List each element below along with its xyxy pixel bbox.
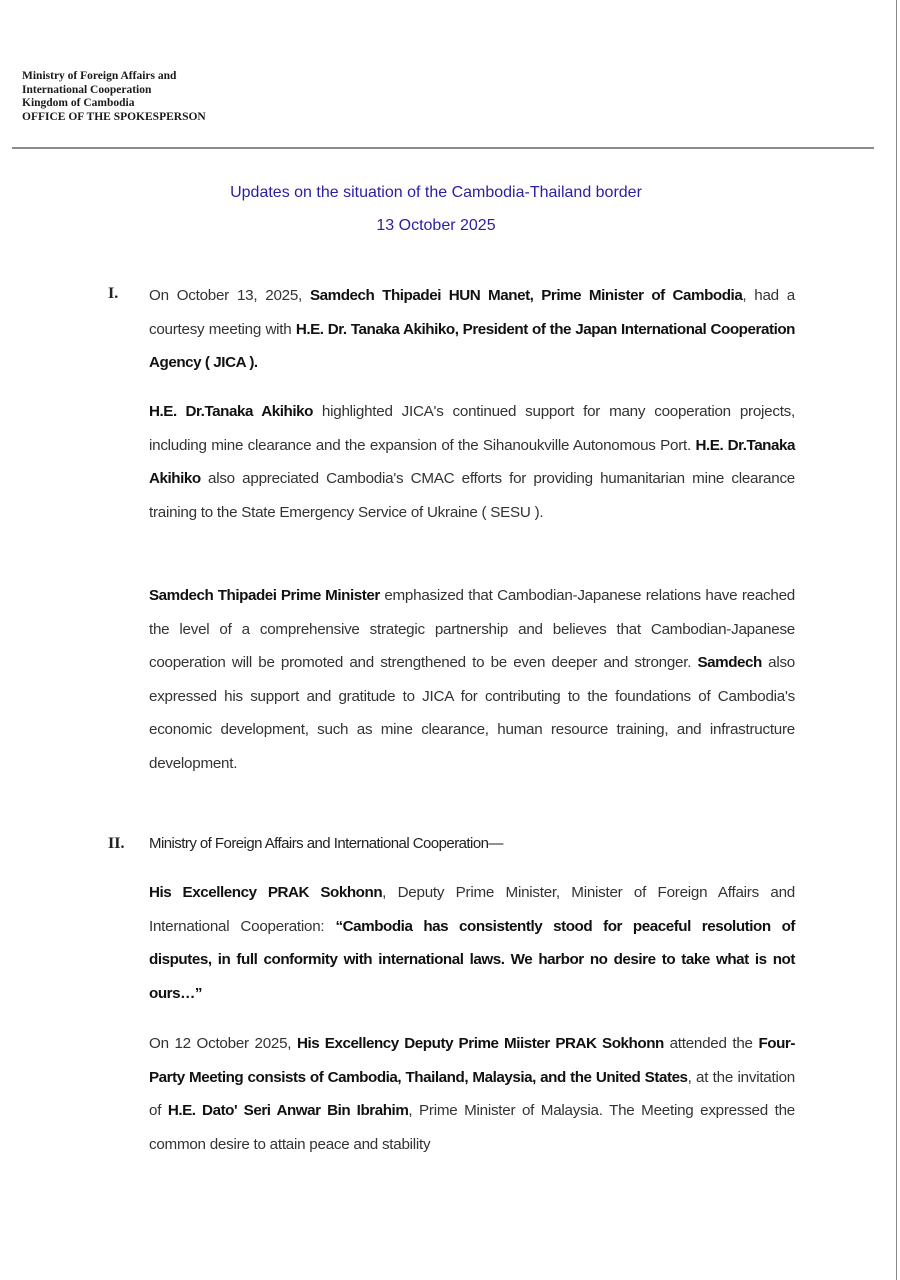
body-text: On October 13, 2025, <box>149 287 310 304</box>
letterhead-office: OFFICE OF THE SPOKESPERSON <box>22 110 206 123</box>
emphasis-text: His Excellency Deputy Prime Miister PRAK Sokhonn <box>296 1035 664 1052</box>
emphasis-text: H.E. Dr.Tanaka Akihiko <box>149 403 313 420</box>
emphasis-text: His Excellency PRAK Sokhonn <box>149 884 383 901</box>
paragraph <box>149 876 795 1010</box>
emphasis-text: H.E. Dr.Tanaka Akihiko <box>149 436 796 487</box>
page-edge-line <box>896 0 897 1280</box>
section-numeral: I. <box>108 285 119 302</box>
title-date: 13 October 2025 <box>376 217 496 234</box>
paragraph <box>149 579 795 780</box>
emphasis-text: Samdech <box>697 654 762 671</box>
header-divider <box>12 147 874 149</box>
paragraph <box>149 395 795 529</box>
letterhead-kingdom: Kingdom of Cambodia <box>22 97 135 110</box>
letterhead-cooperation: International Cooperation <box>22 83 152 96</box>
body-text: attended the <box>663 1035 759 1052</box>
paragraph <box>149 279 795 380</box>
section-heading: Ministry of Foreign Affairs and International Cooperation— <box>149 835 503 852</box>
body-text: , had a courtesy meeting with <box>149 287 796 338</box>
letterhead-ministry: Ministry of Foreign Affairs and <box>22 70 177 82</box>
body-text: highlighted JICA's continued support for many cooperation projects, including mine clearance and the expansion of the Sihanoukville Autonomous Port. <box>149 403 795 454</box>
emphasis-text: Samdech Thipadei HUN Manet, Prime Minister of Cambodia <box>310 287 743 304</box>
body-text: emphasized that Cambodian-Japanese relations have reached the level of a comprehensive strategic partnership and believes that Cambodian-Japanese cooperation will be promoted and strengthened to be even deeper and stronger. <box>149 587 795 671</box>
body-text: also appreciated Cambodia's CMAC efforts for providing humanitarian mine clearance training to the State Emergency Service of Ukraine ( SESU ). <box>149 470 795 521</box>
body-text: , Deputy Prime Minister, Minister of Foreign Affairs and International Cooperation: <box>149 884 795 935</box>
emphasis-text: Four-Party Meeting consists of Cambodia, Thailand, Malaysia, and the United States <box>149 1035 796 1086</box>
emphasis-text: Samdech Thipadei Prime Minister <box>149 587 380 604</box>
emphasis-text: H.E. Dr. Tanaka Akihiko, President of the Japan International Cooperation Agency ( JICA ). <box>149 320 795 371</box>
paragraph <box>149 1027 795 1161</box>
body-text: , Prime Minister of Malaysia. The Meeting expressed the common desire to attain peace and stability <box>149 1102 795 1153</box>
emphasis-text: H.E. Dato' Seri Anwar Bin Ibrahim <box>167 1102 409 1119</box>
section-numeral: II. <box>108 835 125 852</box>
body-text: On 12 October 2025, <box>149 1035 297 1052</box>
emphasis-text: “Cambodia has consistently stood for peaceful resolution of disputes, in full conformity with international laws. We harbor no desire to take what is not ours…” <box>149 917 796 1002</box>
title-heading: Updates on the situation of the Cambodia-Thailand border <box>230 184 642 201</box>
document-title <box>0 180 872 239</box>
body-text: also expressed his support and gratitude to JICA for contributing to the foundations of Cambodia's economic development, such as mine clearance, human resource training, and infrastructure development. <box>149 654 795 772</box>
letterhead <box>22 70 206 124</box>
body-text: , at the invitation of <box>149 1068 795 1119</box>
